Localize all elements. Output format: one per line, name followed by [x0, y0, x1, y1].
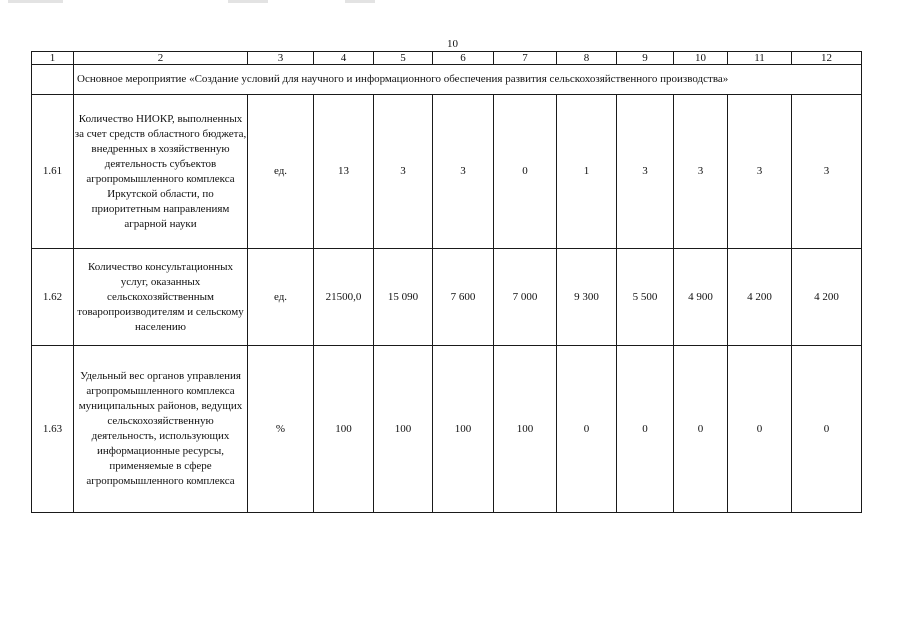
section-empty-cell	[32, 65, 74, 95]
value-cell: 21500,0	[314, 249, 374, 346]
value-cell: 0	[674, 346, 728, 513]
column-number: 6	[433, 52, 494, 65]
value-cell: 3	[674, 95, 728, 249]
section-title: Основное мероприятие «Создание условий для научного и информационного обеспечения развития сельскохозяйственного производства»	[74, 65, 862, 95]
value-cell: 3	[374, 95, 433, 249]
value-cell: 3	[728, 95, 792, 249]
page-number: 10	[447, 38, 458, 50]
column-number-row	[32, 52, 862, 65]
value-cell: 0	[792, 346, 862, 513]
row-number: 1.62	[32, 249, 74, 346]
column-number: 11	[728, 52, 792, 65]
column-number: 10	[674, 52, 728, 65]
value-cell: 100	[374, 346, 433, 513]
value-cell: 100	[494, 346, 557, 513]
value-cell: 100	[433, 346, 494, 513]
column-number: 9	[617, 52, 674, 65]
column-number: 7	[494, 52, 557, 65]
column-number: 4	[314, 52, 374, 65]
column-number: 2	[74, 52, 248, 65]
column-number: 12	[792, 52, 862, 65]
section-row	[32, 65, 862, 95]
value-cell: 5 500	[617, 249, 674, 346]
value-cell: 100	[314, 346, 374, 513]
value-cell: 4 200	[792, 249, 862, 346]
column-number: 3	[248, 52, 314, 65]
scan-artifact	[228, 0, 268, 3]
value-cell: 3	[617, 95, 674, 249]
table-row	[32, 95, 862, 249]
scan-artifact	[8, 0, 63, 3]
value-cell: 4 200	[728, 249, 792, 346]
scan-artifact	[345, 0, 375, 3]
column-number: 1	[32, 52, 74, 65]
unit-cell: ед.	[248, 249, 314, 346]
value-cell: 13	[314, 95, 374, 249]
unit-cell: ед.	[248, 95, 314, 249]
indicator-name: Количество НИОКР, выполненных за счет средств областного бюджета, внедренных в хозяйственную деятельность субъектов агропромышленного комплекса Иркутской области, по приоритетным направлениям аграрной науки	[74, 95, 248, 249]
row-number: 1.61	[32, 95, 74, 249]
value-cell: 0	[494, 95, 557, 249]
row-number: 1.63	[32, 346, 74, 513]
value-cell: 9 300	[557, 249, 617, 346]
indicators-table	[31, 51, 862, 513]
value-cell: 4 900	[674, 249, 728, 346]
column-number: 5	[374, 52, 433, 65]
value-cell: 7 000	[494, 249, 557, 346]
value-cell: 0	[617, 346, 674, 513]
value-cell: 0	[557, 346, 617, 513]
value-cell: 3	[433, 95, 494, 249]
value-cell: 3	[792, 95, 862, 249]
value-cell: 15 090	[374, 249, 433, 346]
value-cell: 7 600	[433, 249, 494, 346]
indicator-name: Удельный вес органов управления агропромышленного комплекса муниципальных районов, ведущих сельскохозяйственную деятельность, использующих информационные ресурсы, применяемые в сфере агропромышленного комплекса	[74, 346, 248, 513]
unit-cell: %	[248, 346, 314, 513]
value-cell: 1	[557, 95, 617, 249]
column-number: 8	[557, 52, 617, 65]
indicator-name: Количество консультационных услуг, оказанных сельскохозяйственным товаропроизводителям и сельскому населению	[74, 249, 248, 346]
table-row	[32, 249, 862, 346]
table-row	[32, 346, 862, 513]
value-cell: 0	[728, 346, 792, 513]
